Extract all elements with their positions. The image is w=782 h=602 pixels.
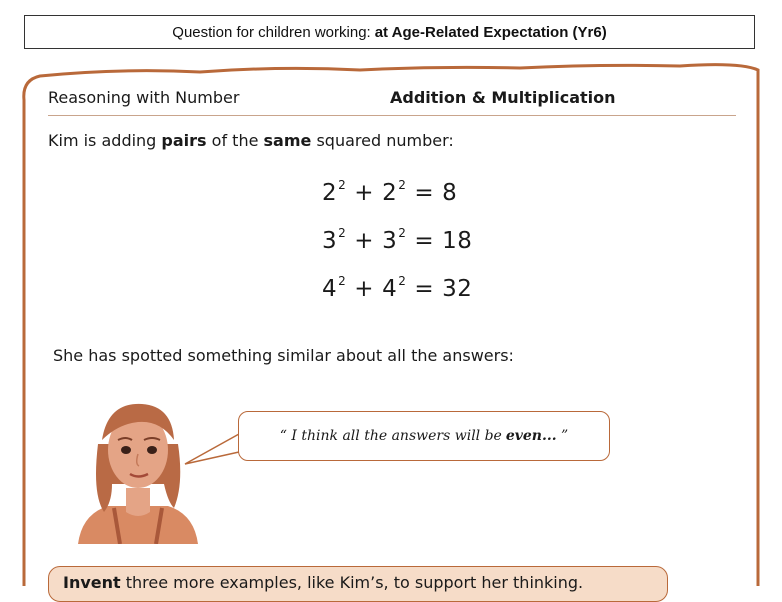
intro-bold-pairs: pairs [161,131,207,150]
eq-equals: = [414,228,435,254]
equation-1 [322,180,457,206]
eq-result: 32 [442,276,473,302]
eq-result: 18 [442,228,473,254]
eq-exponent: 2 [338,178,347,192]
eq-plus: + [354,180,375,206]
eq-exponent: 2 [398,178,407,192]
intro-bold-same: same [263,131,312,150]
close-quote: ” [561,428,569,444]
eq-base: 3 [382,228,398,254]
intro-text [48,131,454,150]
task-text: three more examples, like Kim’s, to support her thinking. [120,573,584,592]
eq-exponent: 2 [398,226,407,240]
topic-row [48,84,736,116]
open-quote: “ [279,428,287,444]
eq-exponent: 2 [338,274,347,288]
intro-part: of the [206,131,264,150]
task-instruction [48,566,668,602]
eq-exponent: 2 [338,226,347,240]
speech-bold-even: even... [505,428,557,444]
header-prefix: Question for children working: [172,23,371,41]
intro-part: squared number: [311,131,454,150]
eq-result: 8 [442,180,458,206]
topic-title: Addition & Multiplication [390,88,616,107]
eq-base: 4 [322,276,338,302]
equation-2 [322,228,472,254]
eq-base: 4 [382,276,398,302]
question-level-header [24,15,755,49]
speech-bubble [238,411,610,461]
observation-text: She has spotted something similar about all the answers: [53,346,514,365]
eq-equals: = [414,180,435,206]
eq-base: 3 [322,228,338,254]
eq-base: 2 [382,180,398,206]
topic-strand: Reasoning with Number [48,88,240,107]
eq-plus: + [354,228,375,254]
task-bold-invent: Invent [63,573,121,592]
eq-base: 2 [322,180,338,206]
eq-exponent: 2 [398,274,407,288]
speech-text: I think all the answers will be [291,428,502,444]
header-level: at Age-Related Expectation (Yr6) [374,23,607,41]
speech-bubble-tail [183,430,243,470]
eq-plus: + [354,276,375,302]
eq-equals: = [414,276,435,302]
intro-part: Kim is adding [48,131,162,150]
equation-3 [322,276,472,302]
